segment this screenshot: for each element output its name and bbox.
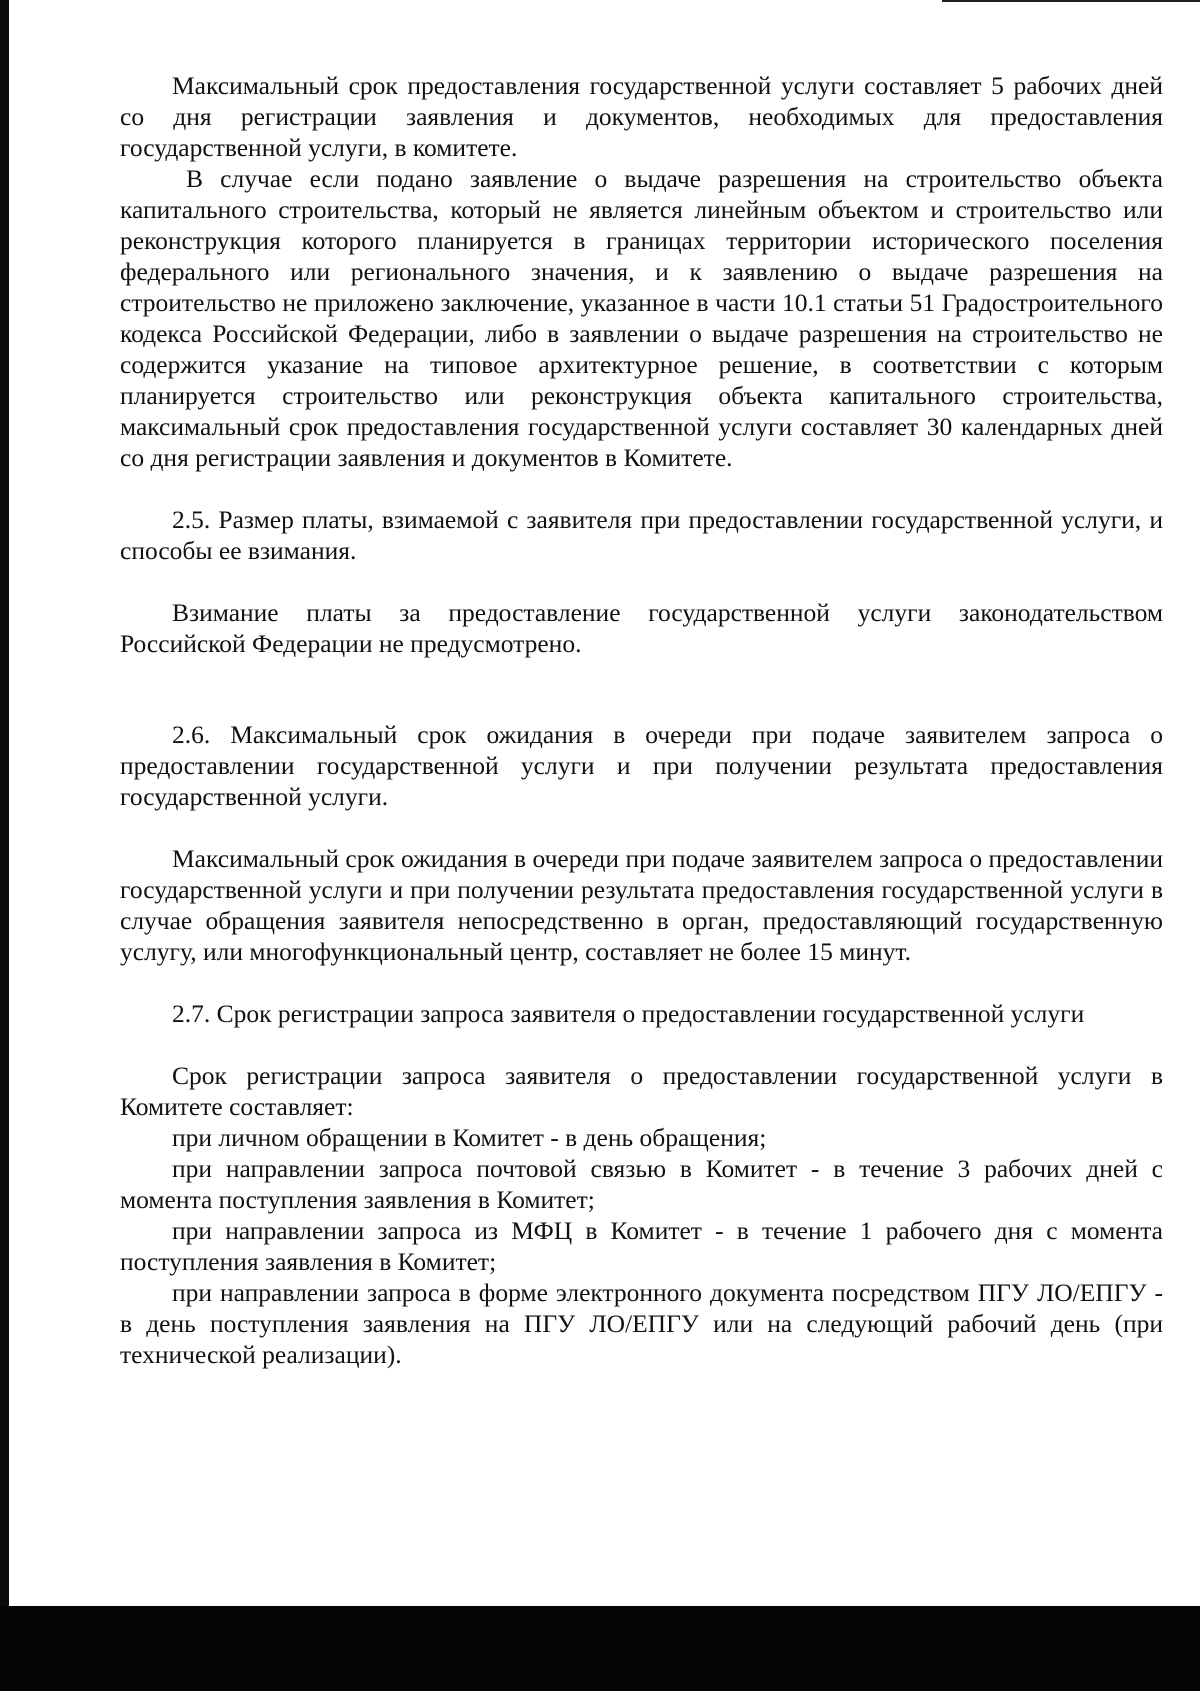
paragraph-fee: Взимание платы за предоставление государственной услуги законодательством Российской Федерации не предусмотрено. (120, 598, 1163, 658)
section-heading-2-5: 2.5. Размер платы, взимаемой с заявителя при предоставлении государственной услуги, и способы ее взимания. (120, 505, 1163, 565)
paragraph-max-term: Максимальный срок предоставления государственной услуги составляет 5 рабочих дней со дня регистрации заявления и документов, необходимых для предоставления государственной услуги, в комитете. (120, 71, 1163, 162)
scan-top-line (942, 0, 1200, 2)
section-heading-2-7: 2.7. Срок регистрации запроса заявителя о предоставлении государственной услуги (172, 999, 1085, 1028)
paragraph-queue-time: Максимальный срок ожидания в очереди при подаче заявителем запроса о предоставлении государственной услуги и при получении результата предоставления государственной услуги в случае обращения заявителя непосредственно в орган, предоставляющий государственную услугу, или многофункциональный центр, составляет не более 15 минут. (120, 844, 1163, 966)
section-heading-2-6: 2.6. Максимальный срок ожидания в очереди при подаче заявителем запроса о предоставлении государственной услуги и при получении результата предоставления государственной услуги. (120, 720, 1163, 811)
list-item-electronic: при направлении запроса в форме электронного документа посредством ПГУ ЛО/ЕПГУ - в день поступления заявления на ПГУ ЛО/ЕПГУ или на следующий рабочий день (при технической реализации). (120, 1278, 1163, 1369)
paragraph-historical-settlement: В случае если подано заявление о выдаче разрешения на строительство объекта капитального строительства, который не является линейным объектом и строительство или реконструкция которого планируется в границах территории исторического поселения федерального или регионального значения, и к заявлению о выдаче разрешения на строительство не приложено заключение, указанное в части 10.1 статьи 51 Градостроительного кодекса Российской Федерации, либо в заявлении о выдаче разрешения на строительство не содержится указание на типовое архитектурное решение, в соответствии с которым планируется строительство или реконструкция объекта капитального строительства, максимальный срок предоставления государственной услуги составляет 30 календарных дней со дня регистрации заявления и документов в Комитете. (120, 164, 1163, 472)
list-item-postal: при направлении запроса почтовой связью в Комитет - в течение 3 рабочих дней с момента поступления заявления в Комитет; (120, 1154, 1163, 1214)
paragraph-registration-term: Срок регистрации запроса заявителя о предоставлении государственной услуги в Комитете составляет: (120, 1061, 1163, 1121)
document-page (120, 70, 1163, 1370)
list-item-personal-visit: при личном обращении в Комитет - в день обращения; (172, 1123, 767, 1152)
scan-left-edge (0, 0, 9, 1691)
list-item-mfc: при направлении запроса из МФЦ в Комитет - в течение 1 рабочего дня с момента поступления заявления в Комитет; (120, 1216, 1163, 1276)
scan-bottom-band (0, 1606, 1200, 1691)
